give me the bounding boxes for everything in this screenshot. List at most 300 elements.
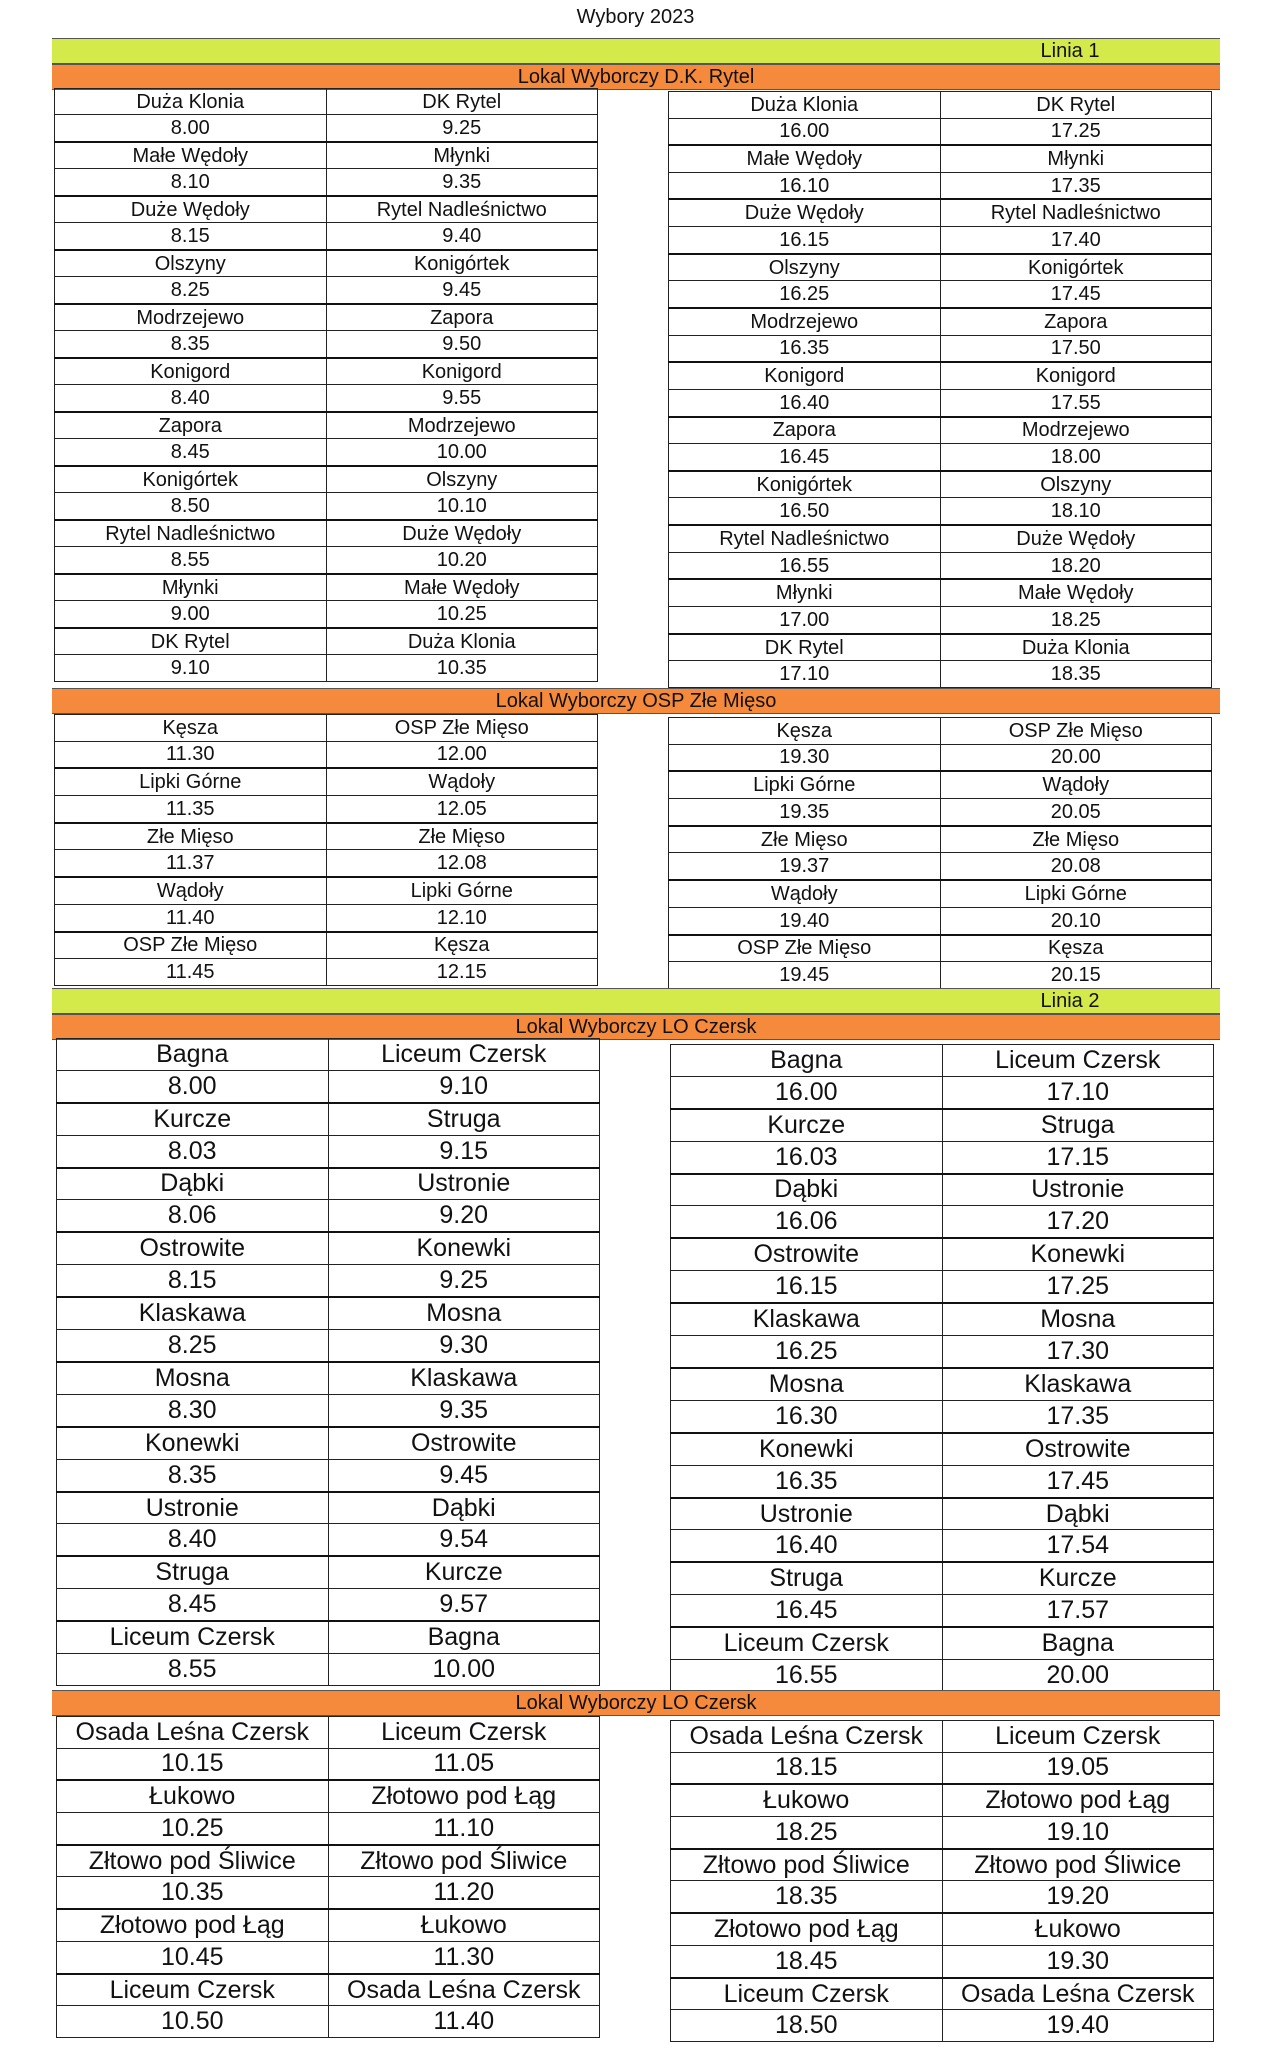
table-row — [671, 1945, 1214, 1977]
table-row — [671, 1660, 1214, 1692]
time-cell: 10.25 — [326, 601, 598, 628]
time-cell: 11.05 — [328, 1748, 600, 1780]
time-cell: 11.40 — [328, 2006, 600, 2038]
time-cell: 12.00 — [326, 741, 598, 768]
table-row — [669, 799, 1212, 826]
table-row — [55, 796, 598, 823]
time-cell: 9.40 — [326, 223, 598, 250]
table-row — [55, 768, 598, 795]
table-row — [671, 1562, 1214, 1594]
time-cell: 10.35 — [326, 655, 598, 682]
table-row — [55, 655, 598, 682]
table-row — [669, 962, 1212, 989]
table-row — [671, 2010, 1214, 2042]
table-row — [669, 498, 1212, 525]
table-row — [57, 1394, 600, 1426]
stop-name-cell: Łukowo — [942, 1913, 1214, 1945]
time-cell: 16.25 — [669, 281, 941, 308]
stop-name-cell: Modrzejewo — [940, 417, 1212, 444]
table-row — [671, 1336, 1214, 1368]
stop-name-cell: Łukowo — [57, 1780, 329, 1812]
stop-name-cell: Konigord — [326, 358, 598, 385]
schedule-table — [54, 88, 598, 682]
stop-name-cell: Bagna — [57, 1039, 329, 1071]
time-cell: 9.57 — [328, 1589, 600, 1621]
stop-name-cell: Mosna — [328, 1297, 600, 1329]
time-cell: 16.15 — [669, 227, 941, 254]
stop-name-cell: Złotowo pod Łąg — [57, 1909, 329, 1941]
time-cell: 11.37 — [55, 850, 327, 877]
table-row — [55, 601, 598, 628]
stop-name-cell: Olszyny — [55, 250, 327, 277]
time-cell: 18.50 — [671, 2010, 943, 2042]
time-cell: 8.35 — [57, 1459, 329, 1491]
table-row — [57, 1780, 600, 1812]
time-cell: 17.57 — [942, 1595, 1214, 1627]
table-row — [57, 1621, 600, 1653]
time-cell: 16.30 — [671, 1400, 943, 1432]
time-cell: 8.55 — [55, 547, 327, 574]
stop-name-cell: Struga — [328, 1103, 600, 1135]
time-cell: 17.35 — [940, 172, 1212, 199]
time-cell: 8.25 — [55, 277, 327, 304]
table-row — [669, 935, 1212, 962]
time-cell: 8.45 — [57, 1589, 329, 1621]
table-row — [57, 1717, 600, 1749]
time-cell: 9.55 — [326, 385, 598, 412]
stop-name-cell: Ostrowite — [671, 1238, 943, 1270]
time-cell: 11.30 — [328, 1941, 600, 1973]
stop-name-cell: Modrzejewo — [326, 412, 598, 439]
stop-name-cell: Młynki — [669, 579, 941, 606]
table-row — [669, 634, 1212, 661]
time-cell: 18.20 — [940, 552, 1212, 579]
time-cell: 17.54 — [942, 1530, 1214, 1562]
table-row — [57, 1168, 600, 1200]
table-row — [55, 169, 598, 196]
time-cell: 16.55 — [671, 1660, 943, 1692]
table-row — [57, 1265, 600, 1297]
table-row — [55, 904, 598, 931]
time-cell: 18.35 — [671, 1881, 943, 1913]
stop-name-cell: Złotowo pod Łąg — [942, 1784, 1214, 1816]
stop-name-cell: Duże Wędoły — [326, 520, 598, 547]
stop-name-cell: Osada Leśna Czersk — [671, 1721, 943, 1753]
stop-name-cell: Ustronie — [328, 1168, 600, 1200]
table-row — [669, 281, 1212, 308]
line-2-banner — [52, 988, 1220, 1014]
page-title: Wybory 2023 — [576, 6, 695, 28]
stop-name-cell: Osada Leśna Czersk — [942, 1978, 1214, 2010]
stop-name-cell: Konigórtek — [940, 254, 1212, 281]
stop-name-cell: OSP Złe Mięso — [669, 935, 941, 962]
stop-name-cell: Złtowo pod Śliwice — [328, 1845, 600, 1877]
time-cell: 16.15 — [671, 1271, 943, 1303]
table-row — [671, 1530, 1214, 1562]
time-cell: 12.15 — [326, 959, 598, 986]
time-cell: 11.40 — [55, 904, 327, 931]
table-row — [55, 385, 598, 412]
time-cell: 8.40 — [57, 1524, 329, 1556]
table-row — [55, 493, 598, 520]
table-row — [671, 1465, 1214, 1497]
time-cell: 16.45 — [669, 444, 941, 471]
time-cell: 17.25 — [940, 118, 1212, 145]
stop-name-cell: Konigórtek — [326, 250, 598, 277]
time-cell: 20.08 — [940, 853, 1212, 880]
table-row — [671, 1141, 1214, 1173]
time-cell: 8.55 — [57, 1654, 329, 1686]
table-row — [671, 1076, 1214, 1108]
stop-name-cell: Małe Wędoły — [55, 142, 327, 169]
time-cell: 19.40 — [669, 907, 941, 934]
table-row — [671, 1978, 1214, 2010]
time-cell: 10.20 — [326, 547, 598, 574]
table-row — [55, 959, 598, 986]
table-row — [669, 145, 1212, 172]
stop-name-cell: Małe Wędoły — [940, 579, 1212, 606]
time-cell: 8.30 — [57, 1394, 329, 1426]
time-cell: 9.25 — [328, 1265, 600, 1297]
table-row — [55, 520, 598, 547]
table-row — [671, 1238, 1214, 1270]
table-row — [55, 331, 598, 358]
schedule-table — [670, 1720, 1214, 2042]
time-cell: 19.30 — [669, 744, 941, 771]
stop-name-cell: Konigórtek — [669, 471, 941, 498]
stop-name-cell: Kęsza — [326, 932, 598, 959]
table-row — [55, 715, 598, 742]
time-cell: 16.50 — [669, 498, 941, 525]
table-row — [55, 574, 598, 601]
table-row — [669, 471, 1212, 498]
stop-name-cell: Wądoły — [55, 877, 327, 904]
table-row — [57, 1654, 600, 1686]
stop-name-cell: Liceum Czersk — [671, 1627, 943, 1659]
stop-name-cell: Mosna — [57, 1362, 329, 1394]
stop-name-cell: Konewki — [942, 1238, 1214, 1270]
table-row — [55, 196, 598, 223]
stop-name-cell: Kurcze — [671, 1109, 943, 1141]
stop-name-cell: Małe Wędoły — [326, 574, 598, 601]
table-row — [669, 771, 1212, 798]
line-1-banner — [52, 38, 1220, 64]
time-cell: 17.40 — [940, 227, 1212, 254]
time-cell: 19.05 — [942, 1752, 1214, 1784]
stop-name-cell: Liceum Czersk — [328, 1717, 600, 1749]
table-row — [671, 1627, 1214, 1659]
time-cell: 20.05 — [940, 799, 1212, 826]
stop-name-cell: Złe Mięso — [669, 826, 941, 853]
stop-name-cell: Bagna — [328, 1621, 600, 1653]
table-row — [671, 1752, 1214, 1784]
time-cell: 11.10 — [328, 1813, 600, 1845]
time-cell: 11.35 — [55, 796, 327, 823]
table-row — [669, 718, 1212, 745]
time-cell: 17.10 — [942, 1076, 1214, 1108]
stop-name-cell: Młynki — [940, 145, 1212, 172]
time-cell: 16.06 — [671, 1206, 943, 1238]
table-row — [669, 254, 1212, 281]
table-row — [57, 1200, 600, 1232]
time-cell: 9.45 — [328, 1459, 600, 1491]
stop-name-cell: Klaskawa — [671, 1303, 943, 1335]
table-row — [57, 1556, 600, 1588]
time-cell: 17.30 — [942, 1336, 1214, 1368]
section-header-osp-zle-mieso: Lokal Wyborczy OSP Złe Mięso — [52, 688, 1220, 714]
stop-name-cell: Konigórtek — [55, 466, 327, 493]
section-header-lo-czersk-2: Lokal Wyborczy LO Czersk — [52, 1690, 1220, 1716]
table-row — [57, 1103, 600, 1135]
time-cell: 17.55 — [940, 389, 1212, 416]
stop-name-cell: Olszyny — [940, 471, 1212, 498]
schedule-table — [668, 717, 1212, 989]
table-row — [57, 1135, 600, 1167]
stop-name-cell: Lipki Górne — [669, 771, 941, 798]
time-cell: 16.40 — [669, 389, 941, 416]
time-cell: 17.15 — [942, 1141, 1214, 1173]
time-cell: 8.15 — [55, 223, 327, 250]
stop-name-cell: Osada Leśna Czersk — [57, 1717, 329, 1749]
stop-name-cell: Wądoły — [940, 771, 1212, 798]
time-cell: 8.15 — [57, 1265, 329, 1297]
stop-name-cell: Wądoły — [669, 880, 941, 907]
stop-name-cell: Złtowo pod Śliwice — [57, 1845, 329, 1877]
stop-name-cell: Ustronie — [671, 1498, 943, 1530]
table-row — [669, 227, 1212, 254]
stop-name-cell: Ustronie — [57, 1492, 329, 1524]
stop-name-cell: Konewki — [671, 1433, 943, 1465]
table-row — [671, 1849, 1214, 1881]
stop-name-cell: OSP Złe Mięso — [55, 932, 327, 959]
time-cell: 8.40 — [55, 385, 327, 412]
table-row — [57, 1909, 600, 1941]
time-cell: 19.35 — [669, 799, 941, 826]
table-row — [57, 1232, 600, 1264]
time-cell: 16.00 — [671, 1076, 943, 1108]
table-row — [57, 2006, 600, 2038]
stop-name-cell: Mosna — [671, 1368, 943, 1400]
time-cell: 10.15 — [57, 1748, 329, 1780]
stop-name-cell: Złtowo pod Śliwice — [671, 1849, 943, 1881]
table-row — [671, 1206, 1214, 1238]
schedule-table — [668, 91, 1212, 688]
table-row — [55, 628, 598, 655]
line-1-label: Linia 1 — [1040, 40, 1100, 62]
stop-name-cell: Kęsza — [55, 715, 327, 742]
time-cell: 16.55 — [669, 552, 941, 579]
table-row — [671, 1109, 1214, 1141]
stop-name-cell: Liceum Czersk — [942, 1721, 1214, 1753]
stop-name-cell: Kurcze — [328, 1556, 600, 1588]
table-row — [669, 661, 1212, 688]
table-row — [55, 466, 598, 493]
table-row — [57, 1589, 600, 1621]
schedule-table — [56, 1716, 600, 2038]
time-cell: 16.10 — [669, 172, 941, 199]
table-row — [671, 1174, 1214, 1206]
time-cell: 19.40 — [942, 2010, 1214, 2042]
stop-name-cell: Liceum Czersk — [57, 1974, 329, 2006]
table-row — [669, 362, 1212, 389]
table-row — [57, 1845, 600, 1877]
stop-name-cell: Rytel Nadleśnictwo — [669, 525, 941, 552]
time-cell: 11.45 — [55, 959, 327, 986]
time-cell: 12.05 — [326, 796, 598, 823]
time-cell: 8.45 — [55, 439, 327, 466]
table-row — [669, 92, 1212, 119]
time-cell: 18.25 — [940, 607, 1212, 634]
table-row — [55, 89, 598, 115]
time-cell: 8.03 — [57, 1135, 329, 1167]
time-cell: 16.40 — [671, 1530, 943, 1562]
stop-name-cell: OSP Złe Mięso — [326, 715, 598, 742]
time-cell: 8.00 — [55, 115, 327, 142]
stop-name-cell: Wądoły — [326, 768, 598, 795]
stop-name-cell: Ostrowite — [328, 1427, 600, 1459]
line-2-label: Linia 2 — [1040, 990, 1100, 1012]
table-row — [671, 1721, 1214, 1753]
time-cell: 17.35 — [942, 1400, 1214, 1432]
time-cell: 19.30 — [942, 1945, 1214, 1977]
stop-name-cell: Dąbki — [942, 1498, 1214, 1530]
table-row — [55, 142, 598, 169]
time-cell: 17.25 — [942, 1271, 1214, 1303]
time-cell: 8.10 — [55, 169, 327, 196]
table-row — [57, 1877, 600, 1909]
table-row — [671, 1368, 1214, 1400]
section-header-dk-rytel: Lokal Wyborczy D.K. Rytel — [52, 64, 1220, 90]
table-row — [57, 1039, 600, 1071]
time-cell: 17.45 — [940, 281, 1212, 308]
stop-name-cell: Duże Wędoły — [55, 196, 327, 223]
table-row — [669, 552, 1212, 579]
table-row — [671, 1784, 1214, 1816]
stop-name-cell: Konigord — [55, 358, 327, 385]
time-cell: 10.50 — [57, 2006, 329, 2038]
stop-name-cell: Złe Mięso — [55, 823, 327, 850]
stop-name-cell: Kęsza — [669, 718, 941, 745]
table-row — [671, 1400, 1214, 1432]
time-cell: 19.20 — [942, 1881, 1214, 1913]
time-cell: 20.00 — [942, 1660, 1214, 1692]
section-header-lo-czersk: Lokal Wyborczy LO Czersk — [52, 1014, 1220, 1040]
time-cell: 16.35 — [671, 1465, 943, 1497]
stop-name-cell: Dąbki — [671, 1174, 943, 1206]
table-row — [669, 907, 1212, 934]
table-row — [669, 389, 1212, 416]
table-row — [57, 1748, 600, 1780]
stop-name-cell: DK Rytel — [55, 628, 327, 655]
stop-name-cell: Dąbki — [57, 1168, 329, 1200]
table-row — [669, 308, 1212, 335]
time-cell: 8.25 — [57, 1330, 329, 1362]
time-cell: 12.10 — [326, 904, 598, 931]
time-cell: 9.25 — [326, 115, 598, 142]
table-row — [57, 1492, 600, 1524]
table-row — [55, 223, 598, 250]
time-cell: 10.00 — [328, 1654, 600, 1686]
stop-name-cell: Dąbki — [328, 1492, 600, 1524]
time-cell: 18.10 — [940, 498, 1212, 525]
stop-name-cell: Zapora — [940, 308, 1212, 335]
time-cell: 18.15 — [671, 1752, 943, 1784]
stop-name-cell: Bagna — [942, 1627, 1214, 1659]
stop-name-cell: Ostrowite — [57, 1232, 329, 1264]
table-row — [671, 1271, 1214, 1303]
stop-name-cell: Liceum Czersk — [328, 1039, 600, 1071]
schedule-table — [670, 1044, 1214, 1692]
time-cell: 16.35 — [669, 335, 941, 362]
stop-name-cell: Konigord — [669, 362, 941, 389]
table-row — [55, 877, 598, 904]
time-cell: 9.50 — [326, 331, 598, 358]
stop-name-cell: Struga — [942, 1109, 1214, 1141]
time-cell: 17.00 — [669, 607, 941, 634]
stop-name-cell: Zapora — [326, 304, 598, 331]
table-row — [55, 412, 598, 439]
time-cell: 9.45 — [326, 277, 598, 304]
time-cell: 11.20 — [328, 1877, 600, 1909]
time-cell: 9.35 — [326, 169, 598, 196]
stop-name-cell: OSP Złe Mięso — [940, 718, 1212, 745]
table-row — [55, 250, 598, 277]
time-cell: 9.20 — [328, 1200, 600, 1232]
table-row — [671, 1433, 1214, 1465]
table-row — [669, 335, 1212, 362]
table-row — [671, 1498, 1214, 1530]
stop-name-cell: Konewki — [328, 1232, 600, 1264]
table-row — [671, 1817, 1214, 1849]
stop-name-cell: Złe Mięso — [326, 823, 598, 850]
stop-name-cell: Liceum Czersk — [942, 1045, 1214, 1077]
time-cell: 18.00 — [940, 444, 1212, 471]
time-cell: 10.10 — [326, 493, 598, 520]
table-row — [669, 880, 1212, 907]
table-row — [669, 853, 1212, 880]
table-row — [671, 1881, 1214, 1913]
table-row — [57, 1813, 600, 1845]
time-cell: 19.37 — [669, 853, 941, 880]
table-row — [669, 417, 1212, 444]
table-row — [55, 823, 598, 850]
table-row — [669, 525, 1212, 552]
stop-name-cell: Duża Klonia — [55, 89, 327, 115]
table-row — [669, 826, 1212, 853]
stop-name-cell: Struga — [671, 1562, 943, 1594]
time-cell: 9.15 — [328, 1135, 600, 1167]
table-row — [55, 932, 598, 959]
stop-name-cell: Małe Wędoły — [669, 145, 941, 172]
stop-name-cell: Lipki Górne — [55, 768, 327, 795]
stop-name-cell: Złe Mięso — [940, 826, 1212, 853]
schedule-table — [54, 714, 598, 986]
stop-name-cell: Duże Wędoły — [940, 525, 1212, 552]
time-cell: 8.00 — [57, 1070, 329, 1102]
time-cell: 10.00 — [326, 439, 598, 466]
stop-name-cell: Modrzejewo — [669, 308, 941, 335]
stop-name-cell: Klaskawa — [942, 1368, 1214, 1400]
table-row — [55, 277, 598, 304]
table-row — [57, 1524, 600, 1556]
table-row — [55, 115, 598, 142]
stop-name-cell: Łukowo — [671, 1784, 943, 1816]
table-row — [57, 1070, 600, 1102]
stop-name-cell: Młynki — [55, 574, 327, 601]
time-cell: 12.08 — [326, 850, 598, 877]
stop-name-cell: DK Rytel — [326, 89, 598, 115]
stop-name-cell: Łukowo — [328, 1909, 600, 1941]
